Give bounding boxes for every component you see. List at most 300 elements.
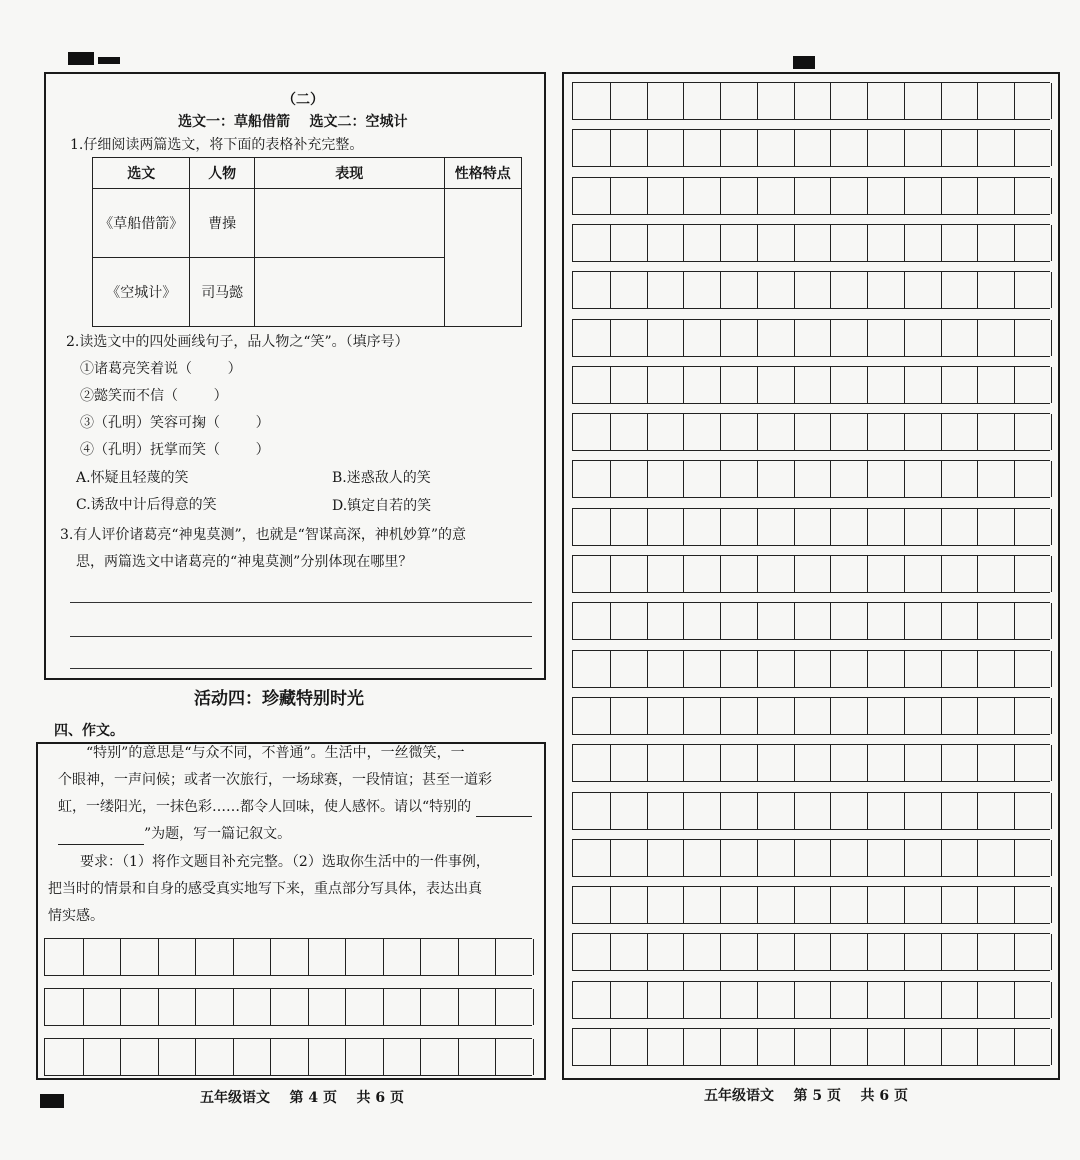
grid-cell[interactable] (794, 603, 832, 639)
grid-cell[interactable] (647, 982, 685, 1018)
essay-title-blank[interactable] (476, 816, 532, 817)
grid-cell[interactable] (794, 272, 832, 308)
grid-cell[interactable] (867, 603, 905, 639)
writing-grid-right[interactable] (572, 82, 1050, 1074)
grid-cell[interactable] (977, 982, 1015, 1018)
grid-cell[interactable] (794, 178, 832, 214)
grid-cell[interactable] (233, 939, 272, 975)
grid-cell[interactable] (610, 178, 648, 214)
grid-cell[interactable] (683, 461, 721, 497)
grid-cell[interactable] (495, 939, 534, 975)
grid-cell[interactable] (420, 939, 459, 975)
grid-cell[interactable] (573, 509, 611, 545)
grid-cell[interactable] (830, 982, 868, 1018)
grid-cell[interactable] (647, 130, 685, 166)
grid-cell[interactable] (573, 887, 611, 923)
grid-cell[interactable] (420, 989, 459, 1025)
grid-cell[interactable] (573, 793, 611, 829)
grid-cell[interactable] (610, 745, 648, 781)
grid-cell[interactable] (904, 698, 942, 734)
grid-cell[interactable] (757, 556, 795, 592)
grid-cell[interactable] (904, 414, 942, 450)
grid-cell[interactable] (757, 509, 795, 545)
grid-cell[interactable] (941, 83, 979, 119)
grid-cell[interactable] (720, 367, 758, 403)
grid-cell[interactable] (977, 367, 1015, 403)
grid-cell[interactable] (794, 461, 832, 497)
grid-cell[interactable] (610, 225, 648, 261)
grid-cell[interactable] (1014, 461, 1052, 497)
grid-cell[interactable] (977, 414, 1015, 450)
grid-cell[interactable] (830, 934, 868, 970)
grid-cell[interactable] (904, 178, 942, 214)
grid-cell[interactable] (647, 367, 685, 403)
grid-cell[interactable] (158, 1039, 197, 1075)
grid-cell[interactable] (867, 840, 905, 876)
grid-cell[interactable] (904, 367, 942, 403)
grid-cell[interactable] (720, 887, 758, 923)
grid-cell[interactable] (977, 130, 1015, 166)
grid-cell[interactable] (1014, 367, 1052, 403)
grid-cell[interactable] (794, 320, 832, 356)
grid-cell[interactable] (941, 414, 979, 450)
grid-cell[interactable] (610, 603, 648, 639)
grid-cell[interactable] (830, 461, 868, 497)
grid-cell[interactable] (904, 1029, 942, 1065)
grid-cell[interactable] (904, 840, 942, 876)
grid-cell[interactable] (610, 698, 648, 734)
grid-cell[interactable] (195, 939, 234, 975)
grid-cell[interactable] (647, 83, 685, 119)
grid-cell[interactable] (941, 745, 979, 781)
grid-cell[interactable] (83, 989, 122, 1025)
grid-cell[interactable] (794, 698, 832, 734)
grid-cell[interactable] (647, 461, 685, 497)
grid-cell[interactable] (757, 651, 795, 687)
grid-cell[interactable] (195, 989, 234, 1025)
grid-cell[interactable] (904, 793, 942, 829)
grid-cell[interactable] (647, 934, 685, 970)
grid-cell[interactable] (308, 989, 347, 1025)
grid-cell[interactable] (647, 509, 685, 545)
grid-cell[interactable] (233, 1039, 272, 1075)
grid-cell[interactable] (830, 272, 868, 308)
grid-cell[interactable] (757, 982, 795, 1018)
grid-cell[interactable] (308, 1039, 347, 1075)
answer-cell[interactable] (254, 258, 444, 327)
grid-cell[interactable] (867, 982, 905, 1018)
grid-cell[interactable] (757, 414, 795, 450)
grid-cell[interactable] (1014, 178, 1052, 214)
grid-cell[interactable] (757, 367, 795, 403)
grid-cell[interactable] (720, 651, 758, 687)
grid-cell[interactable] (720, 414, 758, 450)
grid-cell[interactable] (158, 989, 197, 1025)
grid-cell[interactable] (904, 603, 942, 639)
grid-cell[interactable] (867, 414, 905, 450)
grid-cell[interactable] (647, 414, 685, 450)
grid-cell[interactable] (120, 939, 159, 975)
grid-cell[interactable] (647, 887, 685, 923)
grid-cell[interactable] (904, 745, 942, 781)
grid-cell[interactable] (683, 225, 721, 261)
grid-cell[interactable] (683, 1029, 721, 1065)
grid-cell[interactable] (647, 698, 685, 734)
grid-cell[interactable] (757, 320, 795, 356)
grid-cell[interactable] (383, 989, 422, 1025)
grid-cell[interactable] (941, 509, 979, 545)
grid-cell[interactable] (683, 887, 721, 923)
grid-cell[interactable] (867, 320, 905, 356)
grid-cell[interactable] (941, 982, 979, 1018)
grid-cell[interactable] (941, 461, 979, 497)
grid-cell[interactable] (830, 603, 868, 639)
answer-line[interactable] (70, 636, 532, 637)
grid-cell[interactable] (977, 934, 1015, 970)
grid-cell[interactable] (977, 556, 1015, 592)
grid-cell[interactable] (1014, 745, 1052, 781)
grid-cell[interactable] (683, 83, 721, 119)
grid-cell[interactable] (610, 1029, 648, 1065)
grid-cell[interactable] (977, 793, 1015, 829)
grid-cell[interactable] (757, 793, 795, 829)
grid-cell[interactable] (977, 887, 1015, 923)
grid-cell[interactable] (647, 225, 685, 261)
grid-cell[interactable] (610, 793, 648, 829)
grid-cell[interactable] (757, 840, 795, 876)
grid-cell[interactable] (610, 556, 648, 592)
grid-cell[interactable] (830, 698, 868, 734)
grid-cell[interactable] (794, 225, 832, 261)
grid-cell[interactable] (757, 272, 795, 308)
grid-cell[interactable] (683, 272, 721, 308)
grid-cell[interactable] (495, 989, 534, 1025)
grid-cell[interactable] (45, 939, 84, 975)
grid-cell[interactable] (610, 840, 648, 876)
grid-cell[interactable] (830, 509, 868, 545)
grid-cell[interactable] (573, 367, 611, 403)
grid-cell[interactable] (1014, 651, 1052, 687)
grid-cell[interactable] (941, 887, 979, 923)
grid-cell[interactable] (610, 887, 648, 923)
grid-cell[interactable] (720, 556, 758, 592)
grid-cell[interactable] (1014, 83, 1052, 119)
grid-cell[interactable] (941, 698, 979, 734)
grid-cell[interactable] (941, 651, 979, 687)
grid-cell[interactable] (683, 130, 721, 166)
grid-cell[interactable] (867, 651, 905, 687)
grid-cell[interactable] (941, 130, 979, 166)
grid-cell[interactable] (573, 745, 611, 781)
grid-cell[interactable] (941, 556, 979, 592)
grid-cell[interactable] (830, 745, 868, 781)
grid-cell[interactable] (830, 178, 868, 214)
grid-cell[interactable] (647, 745, 685, 781)
grid-cell[interactable] (610, 272, 648, 308)
grid-cell[interactable] (830, 130, 868, 166)
grid-cell[interactable] (867, 178, 905, 214)
grid-cell[interactable] (941, 603, 979, 639)
grid-cell[interactable] (720, 745, 758, 781)
grid-cell[interactable] (867, 83, 905, 119)
grid-cell[interactable] (794, 651, 832, 687)
grid-cell[interactable] (867, 272, 905, 308)
grid-cell[interactable] (683, 414, 721, 450)
grid-cell[interactable] (458, 939, 497, 975)
grid-cell[interactable] (794, 130, 832, 166)
grid-cell[interactable] (757, 1029, 795, 1065)
grid-cell[interactable] (610, 320, 648, 356)
grid-cell[interactable] (683, 603, 721, 639)
grid-cell[interactable] (941, 793, 979, 829)
grid-cell[interactable] (1014, 698, 1052, 734)
grid-cell[interactable] (904, 225, 942, 261)
grid-cell[interactable] (647, 793, 685, 829)
grid-cell[interactable] (610, 414, 648, 450)
grid-cell[interactable] (977, 178, 1015, 214)
grid-cell[interactable] (573, 934, 611, 970)
grid-cell[interactable] (867, 887, 905, 923)
grid-cell[interactable] (720, 83, 758, 119)
grid-cell[interactable] (794, 509, 832, 545)
grid-cell[interactable] (977, 745, 1015, 781)
grid-cell[interactable] (867, 1029, 905, 1065)
grid-cell[interactable] (573, 603, 611, 639)
grid-cell[interactable] (720, 934, 758, 970)
grid-cell[interactable] (757, 225, 795, 261)
grid-cell[interactable] (977, 320, 1015, 356)
grid-cell[interactable] (270, 1039, 309, 1075)
grid-cell[interactable] (757, 698, 795, 734)
grid-cell[interactable] (647, 272, 685, 308)
grid-cell[interactable] (1014, 130, 1052, 166)
grid-cell[interactable] (345, 989, 384, 1025)
answer-line[interactable] (70, 602, 532, 603)
grid-cell[interactable] (794, 982, 832, 1018)
grid-cell[interactable] (757, 603, 795, 639)
grid-cell[interactable] (610, 509, 648, 545)
grid-cell[interactable] (120, 989, 159, 1025)
grid-cell[interactable] (573, 651, 611, 687)
grid-cell[interactable] (647, 178, 685, 214)
grid-cell[interactable] (610, 130, 648, 166)
grid-cell[interactable] (647, 320, 685, 356)
grid-cell[interactable] (83, 939, 122, 975)
grid-cell[interactable] (867, 556, 905, 592)
grid-cell[interactable] (1014, 840, 1052, 876)
grid-cell[interactable] (757, 461, 795, 497)
grid-cell[interactable] (867, 225, 905, 261)
grid-cell[interactable] (904, 887, 942, 923)
grid-cell[interactable] (573, 840, 611, 876)
essay-title-blank[interactable] (58, 844, 144, 845)
grid-cell[interactable] (1014, 982, 1052, 1018)
grid-cell[interactable] (904, 320, 942, 356)
grid-cell[interactable] (573, 83, 611, 119)
grid-cell[interactable] (383, 939, 422, 975)
grid-cell[interactable] (573, 272, 611, 308)
grid-cell[interactable] (458, 989, 497, 1025)
grid-cell[interactable] (977, 1029, 1015, 1065)
grid-cell[interactable] (683, 745, 721, 781)
grid-cell[interactable] (904, 130, 942, 166)
grid-cell[interactable] (904, 83, 942, 119)
grid-cell[interactable] (610, 651, 648, 687)
grid-cell[interactable] (794, 840, 832, 876)
grid-cell[interactable] (904, 934, 942, 970)
grid-cell[interactable] (830, 556, 868, 592)
grid-cell[interactable] (867, 934, 905, 970)
grid-cell[interactable] (647, 603, 685, 639)
grid-cell[interactable] (867, 461, 905, 497)
grid-cell[interactable] (794, 887, 832, 923)
grid-cell[interactable] (573, 414, 611, 450)
grid-cell[interactable] (308, 939, 347, 975)
grid-cell[interactable] (757, 887, 795, 923)
grid-cell[interactable] (120, 1039, 159, 1075)
grid-cell[interactable] (647, 840, 685, 876)
grid-cell[interactable] (683, 320, 721, 356)
grid-cell[interactable] (904, 461, 942, 497)
grid-cell[interactable] (683, 556, 721, 592)
grid-cell[interactable] (195, 1039, 234, 1075)
grid-cell[interactable] (1014, 603, 1052, 639)
grid-cell[interactable] (158, 939, 197, 975)
grid-cell[interactable] (757, 83, 795, 119)
grid-cell[interactable] (794, 367, 832, 403)
grid-cell[interactable] (1014, 556, 1052, 592)
grid-cell[interactable] (495, 1039, 534, 1075)
grid-cell[interactable] (720, 509, 758, 545)
grid-cell[interactable] (757, 130, 795, 166)
grid-cell[interactable] (573, 982, 611, 1018)
grid-cell[interactable] (610, 982, 648, 1018)
grid-cell[interactable] (904, 509, 942, 545)
grid-cell[interactable] (1014, 1029, 1052, 1065)
grid-cell[interactable] (345, 939, 384, 975)
grid-cell[interactable] (977, 651, 1015, 687)
grid-cell[interactable] (830, 840, 868, 876)
grid-cell[interactable] (757, 934, 795, 970)
grid-cell[interactable] (830, 83, 868, 119)
grid-cell[interactable] (904, 651, 942, 687)
grid-cell[interactable] (830, 225, 868, 261)
grid-cell[interactable] (941, 934, 979, 970)
grid-cell[interactable] (830, 414, 868, 450)
grid-cell[interactable] (683, 367, 721, 403)
grid-cell[interactable] (720, 698, 758, 734)
grid-cell[interactable] (977, 603, 1015, 639)
grid-cell[interactable] (904, 556, 942, 592)
grid-cell[interactable] (610, 934, 648, 970)
grid-cell[interactable] (757, 178, 795, 214)
grid-cell[interactable] (830, 651, 868, 687)
grid-cell[interactable] (647, 556, 685, 592)
grid-cell[interactable] (977, 509, 1015, 545)
grid-cell[interactable] (683, 509, 721, 545)
grid-cell[interactable] (941, 178, 979, 214)
grid-cell[interactable] (683, 840, 721, 876)
grid-cell[interactable] (270, 939, 309, 975)
grid-cell[interactable] (45, 989, 84, 1025)
grid-cell[interactable] (610, 461, 648, 497)
grid-cell[interactable] (573, 1029, 611, 1065)
grid-cell[interactable] (830, 367, 868, 403)
grid-cell[interactable] (647, 651, 685, 687)
grid-cell[interactable] (683, 982, 721, 1018)
grid-cell[interactable] (977, 225, 1015, 261)
grid-cell[interactable] (1014, 934, 1052, 970)
grid-cell[interactable] (1014, 320, 1052, 356)
grid-cell[interactable] (270, 989, 309, 1025)
grid-cell[interactable] (720, 178, 758, 214)
grid-cell[interactable] (610, 83, 648, 119)
grid-cell[interactable] (794, 934, 832, 970)
answer-line[interactable] (70, 668, 532, 669)
grid-cell[interactable] (720, 272, 758, 308)
grid-cell[interactable] (977, 698, 1015, 734)
grid-cell[interactable] (683, 934, 721, 970)
grid-cell[interactable] (904, 982, 942, 1018)
grid-cell[interactable] (941, 840, 979, 876)
grid-cell[interactable] (45, 1039, 84, 1075)
grid-cell[interactable] (977, 272, 1015, 308)
grid-cell[interactable] (683, 698, 721, 734)
grid-cell[interactable] (647, 1029, 685, 1065)
grid-cell[interactable] (573, 225, 611, 261)
grid-cell[interactable] (794, 745, 832, 781)
grid-cell[interactable] (1014, 509, 1052, 545)
grid-cell[interactable] (977, 83, 1015, 119)
grid-cell[interactable] (757, 745, 795, 781)
answer-cell[interactable] (444, 189, 522, 327)
grid-cell[interactable] (683, 651, 721, 687)
grid-cell[interactable] (458, 1039, 497, 1075)
grid-cell[interactable] (610, 367, 648, 403)
grid-cell[interactable] (867, 130, 905, 166)
grid-cell[interactable] (720, 461, 758, 497)
grid-cell[interactable] (83, 1039, 122, 1075)
answer-cell[interactable] (254, 189, 444, 258)
grid-cell[interactable] (683, 793, 721, 829)
grid-cell[interactable] (867, 745, 905, 781)
grid-cell[interactable] (941, 1029, 979, 1065)
grid-cell[interactable] (794, 1029, 832, 1065)
grid-cell[interactable] (941, 320, 979, 356)
grid-cell[interactable] (420, 1039, 459, 1075)
grid-cell[interactable] (345, 1039, 384, 1075)
grid-cell[interactable] (941, 367, 979, 403)
grid-cell[interactable] (383, 1039, 422, 1075)
grid-cell[interactable] (720, 1029, 758, 1065)
grid-cell[interactable] (573, 320, 611, 356)
grid-cell[interactable] (1014, 272, 1052, 308)
grid-cell[interactable] (794, 793, 832, 829)
grid-cell[interactable] (830, 320, 868, 356)
grid-cell[interactable] (867, 793, 905, 829)
grid-cell[interactable] (720, 840, 758, 876)
grid-cell[interactable] (720, 225, 758, 261)
grid-cell[interactable] (867, 698, 905, 734)
grid-cell[interactable] (573, 556, 611, 592)
grid-cell[interactable] (720, 320, 758, 356)
grid-cell[interactable] (1014, 793, 1052, 829)
grid-cell[interactable] (1014, 225, 1052, 261)
grid-cell[interactable] (830, 887, 868, 923)
grid-cell[interactable] (573, 698, 611, 734)
grid-cell[interactable] (977, 840, 1015, 876)
grid-cell[interactable] (867, 367, 905, 403)
